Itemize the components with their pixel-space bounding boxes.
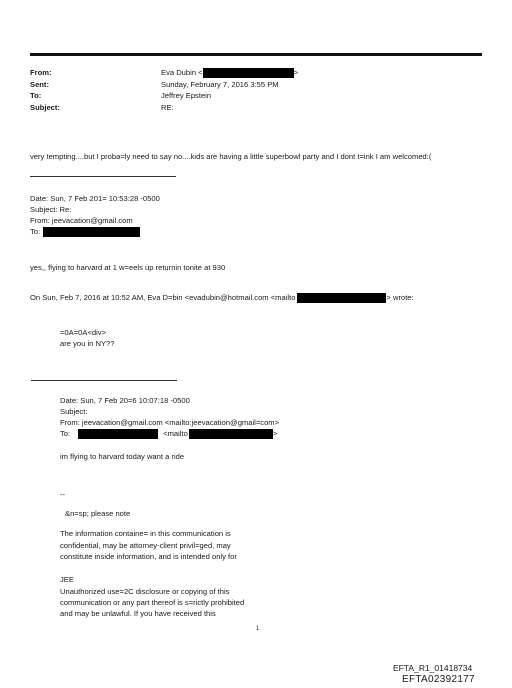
- sent-value: Sunday, February 7, 2016 3:55 PM: [161, 80, 279, 89]
- bates-number-1: EFTA_R1_01418734: [393, 663, 473, 673]
- unauthorized-line1: Unauthorized use=2C disclosure or copying of this: [60, 587, 230, 596]
- on-wrote-prefix: On Sun, Feb 7, 2016 at 10:52 AM, Eva D=bin <evadubin@hotmail.com <mailto: [30, 293, 296, 302]
- signature-jee: JEE: [60, 575, 74, 584]
- quoted3-mailto: <mailto: [163, 429, 188, 438]
- quoted1-to-label: To:: [30, 227, 41, 236]
- redaction-box: [43, 227, 140, 237]
- quoted1-date: Date: Sun, 7 Feb 201= 10:53:28 -0500: [30, 194, 160, 203]
- quoted3-bracket: >: [272, 429, 278, 438]
- quoted2-line1: =0A=0A<div>: [60, 328, 107, 337]
- from-label: From:: [30, 68, 52, 77]
- signature-dashes: --: [60, 490, 66, 499]
- from-name: Eva Dubin <: [161, 68, 203, 77]
- on-wrote-line: [30, 293, 414, 303]
- from-bracket: >: [293, 68, 299, 77]
- quoted1-from: From: jeevacation@gmail.com: [30, 216, 133, 225]
- confidential-line1: The information containe= in this communication is: [60, 529, 231, 538]
- to-label: To:: [30, 91, 42, 100]
- subject-value: RE:: [161, 103, 174, 112]
- bates-number-2: EFTA02392177: [402, 674, 475, 685]
- redaction-box: [297, 293, 386, 303]
- on-wrote-suffix: > wrote:: [386, 293, 414, 302]
- redaction-box: [203, 68, 294, 78]
- quoted3-to-label: To:: [60, 429, 71, 438]
- quoted2-line2: are you in NY??: [60, 339, 115, 348]
- unauthorized-line3: and may be unlawful. If you have received this: [60, 609, 216, 618]
- to-value: Jeffrey Epstein: [161, 91, 212, 100]
- quoted3-from: From: jeevacation@gmail.com <mailto:jeevacation@gmail=com>: [60, 418, 280, 427]
- confidential-line2: confidential, may be attorney-client privil=ged, may: [60, 541, 231, 550]
- quoted3-text: im flying to harvard today want a ride: [60, 452, 185, 461]
- subject-label: Subject:: [30, 103, 60, 112]
- redaction-box: [78, 429, 158, 439]
- quoted3-to: [60, 429, 277, 439]
- reply-text: very tempting....but I proba=ly need to say no....kids are having a little superbowl party and I dont t=ink I am welcomed:(: [30, 152, 432, 161]
- quoted1-to: [30, 227, 140, 237]
- page-number: 1: [256, 626, 260, 632]
- separator: [31, 380, 177, 381]
- quoted3-date: Date: Sun, 7 Feb 20=6 10:07:18 -0500: [60, 396, 190, 405]
- signature-note: &n=sp; please note: [65, 509, 131, 518]
- unauthorized-line2: communication or any part thereof is s=rictly prohibited: [60, 598, 245, 607]
- quoted1-subject: Subject: Re:: [30, 205, 72, 214]
- quoted3-subject: Subject:: [60, 407, 88, 416]
- separator: [30, 176, 176, 177]
- from-value: [161, 68, 298, 78]
- redaction-box: [189, 429, 273, 439]
- confidential-line3: constitute inside information, and is intended only for: [60, 552, 237, 561]
- header-rule: [30, 53, 482, 56]
- sent-label: Sent:: [30, 80, 49, 89]
- quoted1-text: yes,, flying to harvard at 1 w=eels up returnin tonite at 930: [30, 263, 226, 272]
